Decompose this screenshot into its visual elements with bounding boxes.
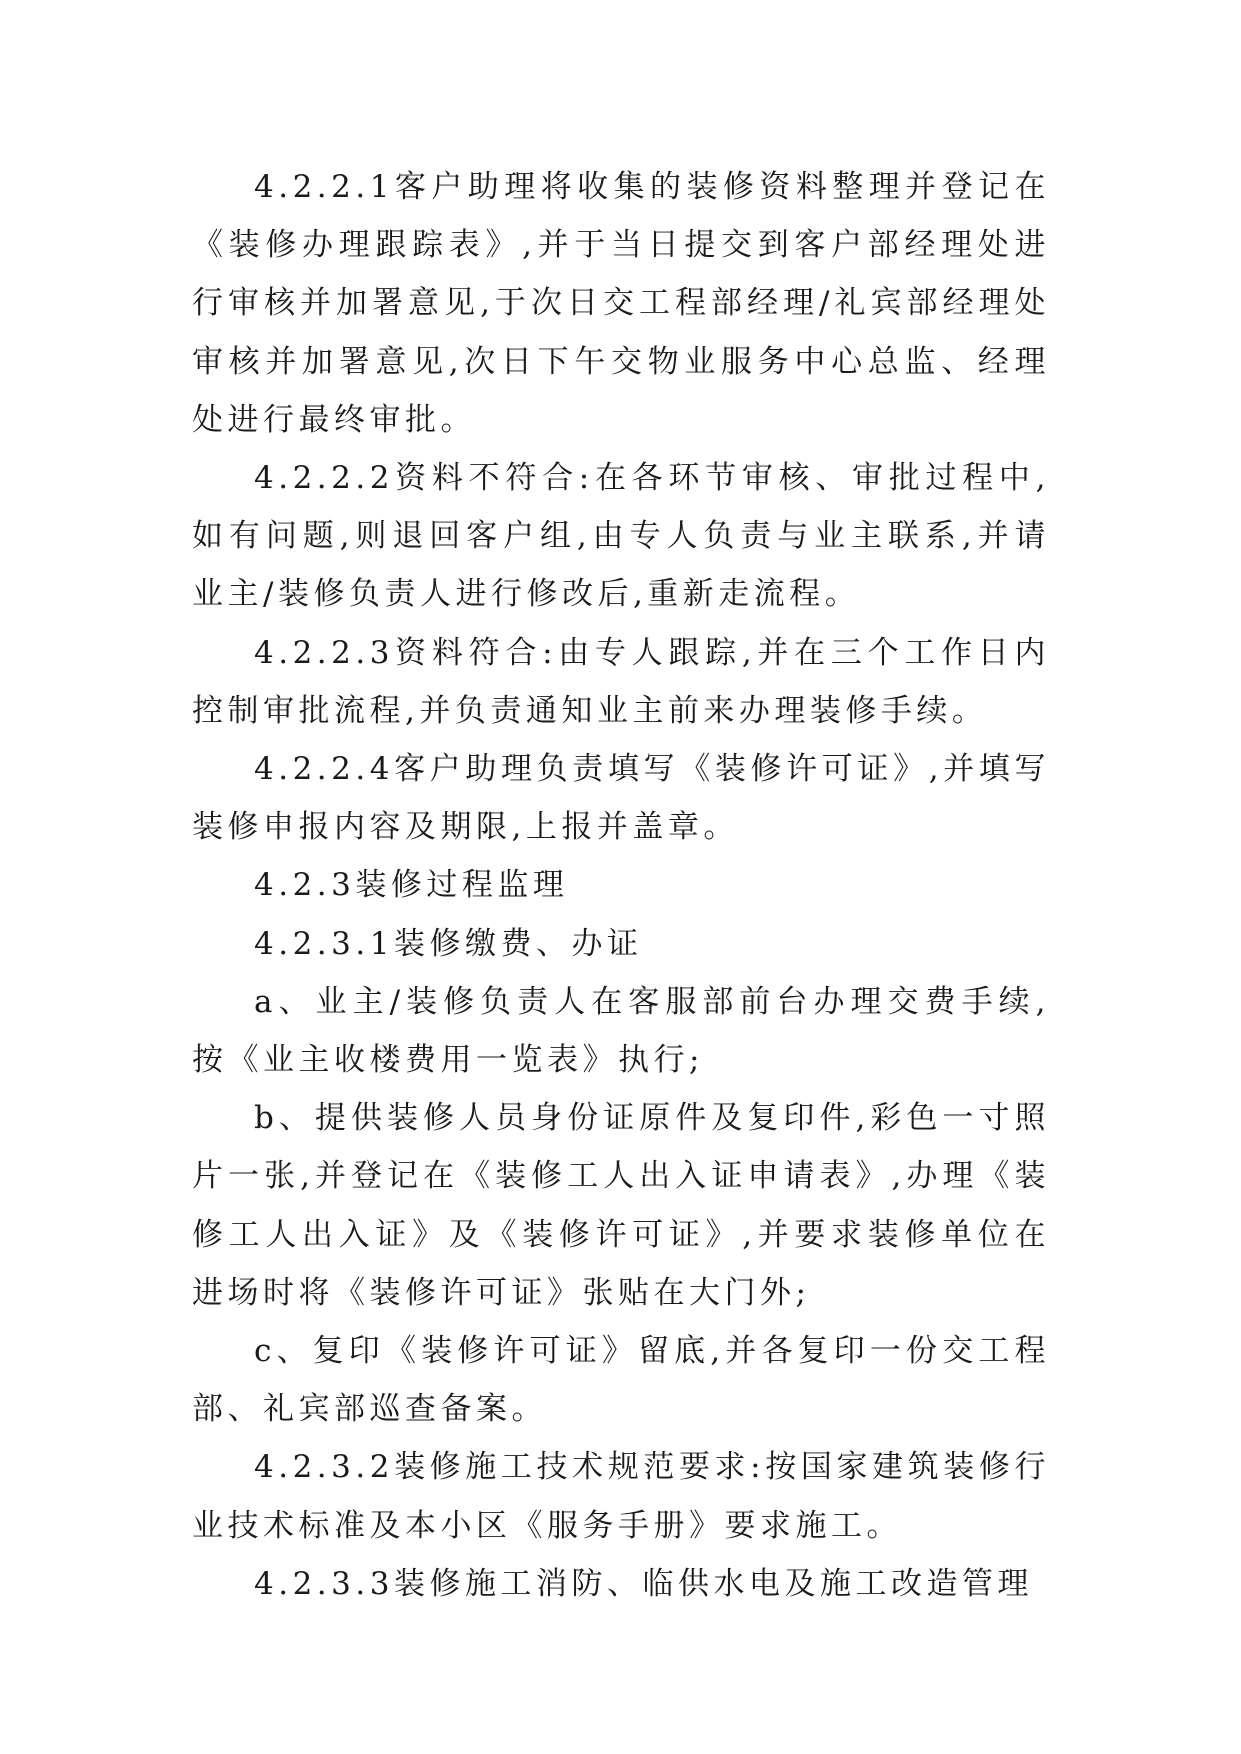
paragraph-4-2-2-2: 4.2.2.2资料不符合:在各环节审核、审批过程中,如有问题,则退回客户组,由专人负责与业主联系,并请业主/装修负责人进行修改后,重新走流程。	[192, 460, 1050, 613]
paragraph-4-2-2-4: 4.2.2.4客户助理负责填写《装修许可证》,并填写装修申报内容及期限,上报并盖章。	[192, 751, 1050, 846]
item-a: a、业主/装修负责人在客服部前台办理交费手续,按《业主收楼费用一览表》执行;	[192, 983, 1050, 1079]
paragraph-4-2-3-2: 4.2.3.2装修施工技术规范要求:按国家建筑装修行业技术标准及本小区《服务手册》要求施工。	[192, 1449, 1050, 1544]
item-b: b、提供装修人员身份证原件及复印件,彩色一寸照片一张,并登记在《装修工人出入证申请表》,办理《装修工人出入证》及《装修许可证》,并要求装修单位在进场时将《装修许可证》张贴在大门外;	[192, 1100, 1050, 1311]
item-c: c、复印《装修许可证》留底,并各复印一份交工程部、礼宾部巡查备案。	[192, 1333, 1050, 1428]
document-body	[192, 158, 1050, 1613]
paragraph-4-2-3-3: 4.2.3.3装修施工消防、临供水电及施工改造管理	[254, 1565, 1033, 1602]
paragraph-4-2-2-1: 4.2.2.1客户助理将收集的装修资料整理并登记在《装修办理跟踪表》,并于当日提交到客户部经理处进行审核并加署意见,于次日交工程部经理/礼宾部经理处审核并加署意见,次日下午交物业服务中心总监、经理处进行最终审批。	[192, 169, 1050, 438]
heading-4-2-3-1: 4.2.3.1装修缴费、办证	[254, 925, 643, 962]
paragraph-4-2-2-3: 4.2.2.3资料符合:由专人跟踪,并在三个工作日内控制审批流程,并负责通知业主前来办理装修手续。	[192, 634, 1050, 729]
heading-4-2-3: 4.2.3装修过程监理	[254, 867, 569, 904]
